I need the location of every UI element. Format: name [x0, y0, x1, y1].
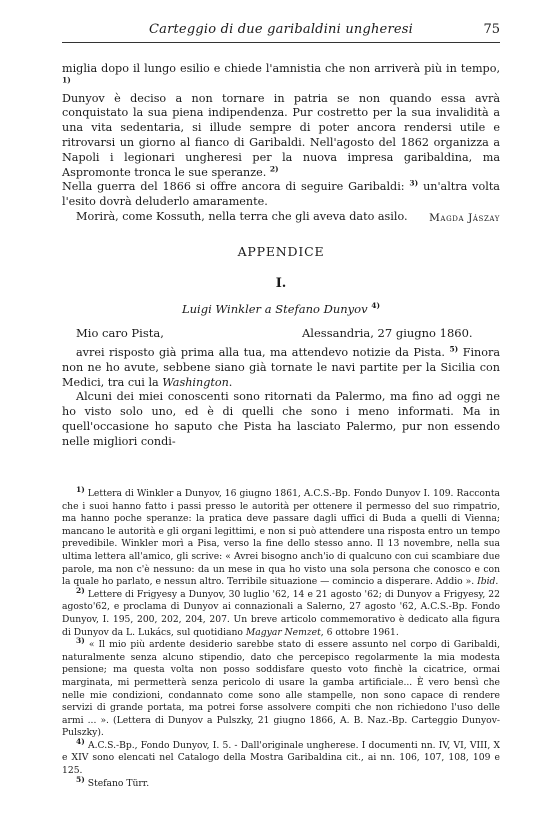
- letter-paragraph: avrei risposto già prima alla tua, ma attendevo notizie da Pista. $^{5)}$ Finora non ne ho avute, sebbene siano già tornate le navi partite per la Sicilia con Medici, tra cui la Washington.: [62, 344, 500, 389]
- essay-paragraph: Morirà, come Kossuth, nella terra che gli aveva dato asilo.: [76, 209, 408, 223]
- section-number: I.: [275, 276, 287, 291]
- footnote-ref: 2): [269, 163, 279, 173]
- footnote: $^{2)}$ Lettere di Frigyesy a Dunyov, 30 luglio '62, 14 e 21 agosto '62; di Dunyov a Frigyesy, 22 agosto'62, e proclama di Dunyov ai connazionali a Salerno, 27 agosto '62, A.C.S.-Bp. Fondo Dunyov, I. 195, 200, 202, 204, 207. Un breve articolo commemorativo è dedicato alla figura di Dunyov da L. Lukács, sul quotidiano Magyar Nemzet, 6 ottobre 1961.: [62, 585, 500, 638]
- dateline: Alessandria, 27 giugno 1860.: [302, 326, 473, 340]
- author-signature: Magda Jászay: [429, 212, 500, 224]
- letter-body: [62, 346, 500, 450]
- footnote-ref: 1): [62, 75, 71, 85]
- page-number: 75: [483, 22, 500, 37]
- essay-paragraph: Nella guerra del 1866 si offre ancora di seguire Garibaldi: $^{3)}$ un'altra volta l'esito dovrà deluderlo amaramente.: [62, 178, 500, 209]
- running-header: [62, 22, 500, 43]
- essay-paragraph: Dunyov è deciso a non tornare in patria se non quando essa avrà conquistato la sua piena indipendenza. Pur costretto per la sua invalidità a una vita sedentaria, si illude sempre di poter ancora rendersi utile e ritrovarsi un giorno al fianco di Garibaldi. Nell'agosto del 1862 organizza a Napoli i legionari ungheresi per la nuova impresa garibaldina, ma Aspromonte tronca le sue speranze. $^{2)}$: [62, 91, 500, 179]
- footnote: $^{1)}$ Lettera di Winkler a Dunyov, 16 giugno 1861, A.C.S.-Bp. Fondo Dunyov I. 109. Racconta che i suoi hanno fatto i passi presso le autorità per ottenere il permesso del suo rimpatrio, ma hanno poche speranze: la pratica deve passare dagli uffici di Buda a quelli di Vienna; mancano le autorità e gli organi legittimi, e non si può attendere una risposta entro un tempo prevedibile. Winkler morì a Pisa, verso la fine dello stesso anno. Il 13 novembre, nella sua ultima lettera all'amico, gli scrive: « Avrei bisogno anch'io di qualcuno con cui scambiare due parole, ma non c'è nessuno: da un mese in qua ho visto una sola persona che conosco e con la quale ho parlato, e nessun altro. Terribile situazione — comincio a disperare. Addio ». Ibid.: [62, 484, 500, 588]
- appendix-heading: APPENDICE: [237, 244, 325, 259]
- essay-paragraph: miglia dopo il lungo esilio e chiede l'amnistia che non arriverà più in tempo, $^{1)}$: [62, 62, 500, 85]
- letter-paragraph: Alcuni dei miei conoscenti sono ritornati da Palermo, ma fino ad oggi ne ho visto solo uno, ed è di quelli che sono i meno informati. Ma in quell'occasione ho saputo che Pista ha lasciato Palermo, pur non essendo nelle migliori condi-: [62, 390, 500, 448]
- salutation: Mio caro Pista,: [76, 326, 164, 340]
- footnote: $^{3)}$ « Il mio più ardente desiderio sarebbe stato di essere assunto nel corpo di Garibaldi, naturalmente senza alcuno stipendio, dato che percepisco regolarmente la mia modesta pensione; ma questa volta non posso soddisfare questo voto finchè la cicatrice, ormai marginata, mi permetterà senza pericolo di usare la gamba artificiale... È vero bensì che nelle mie condizioni, condannato come sono alle stampelle, non sono capace di rendere servizi di grande portata, ma potrei forse assolvere compiti che non richiedono l'uso delle armi ... ». (Lettera di Dunyov a Pulszky, 21 giugno 1866, A. B. Naz.-Bp. Carteggio Dunyov-Pulszky).: [62, 636, 500, 739]
- footnote-ref: 5): [449, 344, 459, 354]
- letter-title: Luigi Winkler a Stefano Dunyov $^{4)}$: [181, 301, 381, 316]
- footnote-ref: 4): [371, 301, 381, 311]
- footnote-ref: 3): [409, 178, 419, 188]
- footnotes: [62, 484, 501, 790]
- footnote: $^{5)}$ Stefano Türr.: [76, 774, 150, 789]
- essay-conclusion: [62, 62, 500, 225]
- footnote: $^{4)}$ A.C.S.-Bp., Fondo Dunyov, I. 5. - Dall'originale ungherese. I documenti nn. IV, VI, VIII, X e XIV sono elencati nel Catalogo della Mostra Garibaldina cit., ai nn. 106, 107, 108, 109 e 125.: [62, 736, 501, 777]
- running-title: Carteggio di due garibaldini ungheresi: [148, 22, 413, 37]
